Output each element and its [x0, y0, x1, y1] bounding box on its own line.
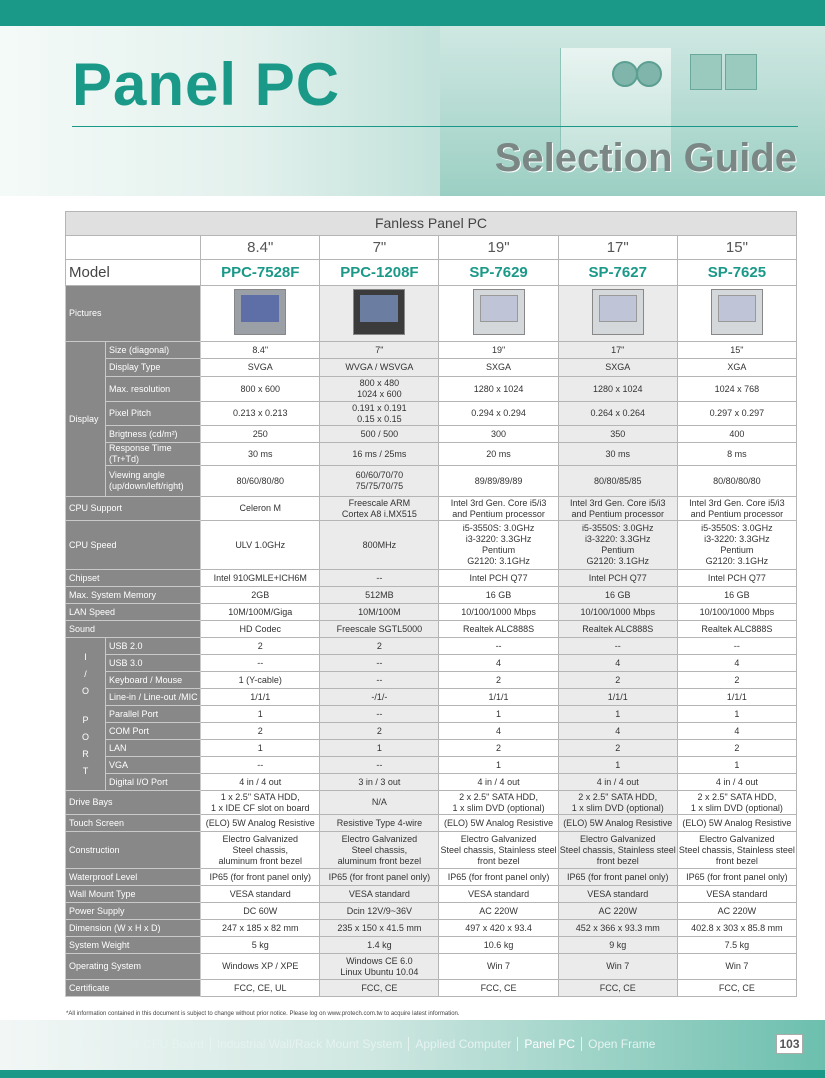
value-cell: Win 7 — [677, 954, 796, 980]
table-row — [66, 757, 797, 774]
value-cell: -- — [320, 706, 439, 723]
value-cell: -- — [320, 757, 439, 774]
value-cell: 2 — [320, 723, 439, 740]
value-cell: 0.191 x 0.191 0.15 x 0.15 — [320, 402, 439, 426]
value-cell: 2 — [677, 740, 796, 757]
table-row — [66, 443, 797, 466]
table-row — [66, 869, 797, 886]
value-cell: 10/100/1000 Mbps — [558, 604, 677, 621]
table-row — [66, 621, 797, 638]
value-cell: 400 — [677, 426, 796, 443]
value-cell: -- — [320, 570, 439, 587]
spec-table — [65, 211, 797, 997]
row-label: Viewing angle (up/down/left/right) — [106, 466, 201, 497]
value-cell: 2 x 2.5" SATA HDD, 1 x slim DVD (optional) — [439, 791, 558, 815]
value-cell: 1/1/1 — [439, 689, 558, 706]
value-cell: Intel 3rd Gen. Core i5/i3 and Pentium processor — [439, 497, 558, 521]
row-label: LAN — [106, 740, 201, 757]
value-cell: Intel PCH Q77 — [677, 570, 796, 587]
row-label: Power Supply — [66, 903, 201, 920]
value-cell: 10.6 kg — [439, 937, 558, 954]
table-row — [66, 903, 797, 920]
row-label: USB 2.0 — [106, 638, 201, 655]
value-cell: Windows XP / XPE — [201, 954, 320, 980]
row-label: Drive Bays — [66, 791, 201, 815]
value-cell: 1/1/1 — [558, 689, 677, 706]
row-label: CPU Speed — [66, 521, 201, 570]
table-row — [66, 832, 797, 869]
value-cell: -- — [320, 655, 439, 672]
table-row — [66, 497, 797, 521]
row-label: CPU Support — [66, 497, 201, 521]
value-cell: 4 — [558, 723, 677, 740]
row-label: Digital I/O Port — [106, 774, 201, 791]
io-group-letter: O — [82, 731, 90, 742]
value-cell: Intel PCH Q77 — [439, 570, 558, 587]
value-cell: 2 — [320, 638, 439, 655]
row-label: Touch Screen — [66, 815, 201, 832]
value-cell: Dcin 12V/9~36V — [320, 903, 439, 920]
row-label: COM Port — [106, 723, 201, 740]
value-cell: 80/80/85/85 — [558, 466, 677, 497]
title-divider — [72, 126, 798, 127]
table-row — [66, 920, 797, 937]
value-cell: 20 ms — [439, 443, 558, 466]
value-cell: FCC, CE, UL — [201, 980, 320, 997]
product-photo-icon — [234, 289, 286, 335]
table-row — [66, 426, 797, 443]
row-label: Parallel Port — [106, 706, 201, 723]
value-cell: 452 x 366 x 93.3 mm — [558, 920, 677, 937]
value-cell: IP65 (for front panel only) — [677, 869, 796, 886]
table-row — [66, 689, 797, 706]
value-cell: Electro Galvanized Steel chassis, aluminum front bezel — [201, 832, 320, 869]
picture-cell — [558, 286, 677, 342]
value-cell: Freescale SGTL5000 — [320, 621, 439, 638]
model-name: PPC-7528F — [201, 260, 320, 286]
value-cell: AC 220W — [558, 903, 677, 920]
table-row — [66, 377, 797, 402]
table-row — [66, 638, 797, 655]
value-cell: Intel PCH Q77 — [558, 570, 677, 587]
value-cell: 1 — [558, 706, 677, 723]
value-cell: 4 in / 4 out — [439, 774, 558, 791]
value-cell: AC 220W — [439, 903, 558, 920]
value-cell: 1 — [201, 706, 320, 723]
picture-cell — [320, 286, 439, 342]
value-cell: 1 x 2.5" SATA HDD, 1 x IDE CF slot on board — [201, 791, 320, 815]
value-cell: 1024 x 768 — [677, 377, 796, 402]
value-cell: 16 GB — [439, 587, 558, 604]
value-cell: 1.4 kg — [320, 937, 439, 954]
value-cell: -/1/- — [320, 689, 439, 706]
table-row — [66, 604, 797, 621]
value-cell: 1 — [677, 706, 796, 723]
value-cell: 1/1/1 — [201, 689, 320, 706]
value-cell: 10/100/1000 Mbps — [677, 604, 796, 621]
footer-nav — [84, 1037, 661, 1051]
value-cell: Resistive Type 4-wire — [320, 815, 439, 832]
page-number: 103 — [776, 1034, 803, 1054]
value-cell: 16 GB — [677, 587, 796, 604]
value-cell: 2 — [201, 638, 320, 655]
value-cell: VESA standard — [558, 886, 677, 903]
value-cell: 0.213 x 0.213 — [201, 402, 320, 426]
table-row — [66, 774, 797, 791]
model-name: SP-7629 — [439, 260, 558, 286]
value-cell: 4 in / 4 out — [558, 774, 677, 791]
model-label: Model — [66, 260, 201, 286]
value-cell: (ELO) 5W Analog Resistive — [558, 815, 677, 832]
value-cell: 350 — [558, 426, 677, 443]
value-cell: 4 — [677, 655, 796, 672]
value-cell: 9 kg — [558, 937, 677, 954]
table-row — [66, 672, 797, 689]
table-row — [66, 342, 797, 359]
value-cell: Intel 910GMLE+ICH6M — [201, 570, 320, 587]
value-cell: Win 7 — [439, 954, 558, 980]
value-cell: 4 — [558, 655, 677, 672]
value-cell: (ELO) 5W Analog Resistive — [201, 815, 320, 832]
value-cell: IP65 (for front panel only) — [320, 869, 439, 886]
value-cell: 30 ms — [558, 443, 677, 466]
value-cell: (ELO) 5W Analog Resistive — [439, 815, 558, 832]
row-label: Brigtness (cd/m²) — [106, 426, 201, 443]
value-cell: -- — [201, 757, 320, 774]
product-photo-icon — [473, 289, 525, 335]
table-row — [66, 815, 797, 832]
footnote: *All information contained in this document is subject to change without prior notice. Please log on www.protech.com.tw to acquire latest information. — [66, 1011, 460, 1017]
value-cell: 1280 x 1024 — [558, 377, 677, 402]
value-cell: 250 — [201, 426, 320, 443]
value-cell: i5-3550S: 3.0GHz i3-3220: 3.3GHz Pentium G2120: 3.1GHz — [558, 521, 677, 570]
table-row — [66, 466, 797, 497]
value-cell: 80/60/80/80 — [201, 466, 320, 497]
value-cell: Realtek ALC888S — [439, 621, 558, 638]
value-cell: Intel 3rd Gen. Core i5/i3 and Pentium processor — [558, 497, 677, 521]
value-cell: SVGA — [201, 359, 320, 377]
model-name: SP-7625 — [677, 260, 796, 286]
value-cell: 80/80/80/80 — [677, 466, 796, 497]
size-header: 19" — [439, 236, 558, 260]
value-cell: 247 x 185 x 82 mm — [201, 920, 320, 937]
picture-cell — [201, 286, 320, 342]
value-cell: 2GB — [201, 587, 320, 604]
row-label: Waterproof Level — [66, 869, 201, 886]
value-cell: 800 x 600 — [201, 377, 320, 402]
value-cell: 4 in / 4 out — [201, 774, 320, 791]
io-port-group-label — [66, 638, 106, 791]
value-cell: 8 ms — [677, 443, 796, 466]
value-cell: HD Codec — [201, 621, 320, 638]
value-cell: Electro Galvanized Steel chassis, aluminum front bezel — [320, 832, 439, 869]
value-cell: AC 220W — [677, 903, 796, 920]
display-group-label: Display — [66, 342, 106, 497]
row-label: Construction — [66, 832, 201, 869]
footer-nav-item[interactable]: Industrial Wall/Rack Mount System — [210, 1037, 409, 1051]
category-header: Fanless Panel PC — [66, 212, 797, 236]
value-cell: 1 — [558, 757, 677, 774]
footer-nav-item[interactable]: Industrial CPU Board — [84, 1037, 210, 1051]
value-cell: 16 ms / 25ms — [320, 443, 439, 466]
row-label: Max. System Memory — [66, 587, 201, 604]
row-label: Operating System — [66, 954, 201, 980]
io-group-letter: O — [82, 685, 90, 696]
value-cell: -- — [201, 655, 320, 672]
value-cell: 0.294 x 0.294 — [439, 402, 558, 426]
value-cell: 15" — [677, 342, 796, 359]
row-label: Display Type — [106, 359, 201, 377]
row-label: Pixel Pitch — [106, 402, 201, 426]
value-cell: Windows CE 6.0 Linux Ubuntu 10.04 — [320, 954, 439, 980]
value-cell: ULV 1.0GHz — [201, 521, 320, 570]
table-row — [66, 886, 797, 903]
table-row — [66, 286, 797, 342]
value-cell: 800MHz — [320, 521, 439, 570]
size-header: 17" — [558, 236, 677, 260]
size-header: 7" — [320, 236, 439, 260]
model-name: PPC-1208F — [320, 260, 439, 286]
value-cell: Freescale ARM Cortex A8 i.MX515 — [320, 497, 439, 521]
top-color-bar — [0, 0, 825, 26]
row-label: VGA — [106, 757, 201, 774]
table-row — [66, 260, 797, 286]
size-header: 8.4" — [201, 236, 320, 260]
table-row — [66, 791, 797, 815]
value-cell: FCC, CE — [439, 980, 558, 997]
value-cell: 2 — [439, 672, 558, 689]
value-cell: -- — [439, 638, 558, 655]
value-cell: Celeron M — [201, 497, 320, 521]
value-cell: 5 kg — [201, 937, 320, 954]
value-cell: 2 — [558, 740, 677, 757]
table-row — [66, 980, 797, 997]
value-cell: 512MB — [320, 587, 439, 604]
value-cell: 1/1/1 — [677, 689, 796, 706]
value-cell: 2 — [201, 723, 320, 740]
value-cell: IP65 (for front panel only) — [439, 869, 558, 886]
picture-cell — [677, 286, 796, 342]
table-row — [66, 236, 797, 260]
value-cell: VESA standard — [439, 886, 558, 903]
value-cell: i5-3550S: 3.0GHz i3-3220: 3.3GHz Pentium G2120: 3.1GHz — [439, 521, 558, 570]
pictures-label: Pictures — [66, 286, 201, 342]
value-cell: 7" — [320, 342, 439, 359]
footer-nav-item[interactable]: Applied Computer — [408, 1037, 517, 1051]
value-cell: 4 — [439, 655, 558, 672]
table-row — [66, 587, 797, 604]
row-label: Max. resolution — [106, 377, 201, 402]
value-cell: 10M/100M — [320, 604, 439, 621]
value-cell: 8.4" — [201, 342, 320, 359]
value-cell: 16 GB — [558, 587, 677, 604]
value-cell: 4 — [677, 723, 796, 740]
table-row — [66, 212, 797, 236]
io-group-letter: P — [82, 714, 89, 725]
row-label: Line-in / Line-out /MIC — [106, 689, 201, 706]
value-cell: -- — [677, 638, 796, 655]
value-cell: 30 ms — [201, 443, 320, 466]
value-cell: 402.8 x 303 x 85.8 mm — [677, 920, 796, 937]
io-group-letter: I — [84, 651, 87, 662]
table-row — [66, 954, 797, 980]
value-cell: i5-3550S: 3.0GHz i3-3220: 3.3GHz Pentium G2120: 3.1GHz — [677, 521, 796, 570]
value-cell: 10/100/1000 Mbps — [439, 604, 558, 621]
row-label: Response Time (Tr+Td) — [106, 443, 201, 466]
value-cell: N/A — [320, 791, 439, 815]
table-row — [66, 706, 797, 723]
table-row — [66, 570, 797, 587]
value-cell: Electro Galvanized Steel chassis, Stainless steel front bezel — [558, 832, 677, 869]
value-cell: WVGA / WSVGA — [320, 359, 439, 377]
value-cell: 1 — [677, 757, 796, 774]
table-row — [66, 655, 797, 672]
value-cell: 4 in / 4 out — [677, 774, 796, 791]
row-label: Size (diagonal) — [106, 342, 201, 359]
value-cell: 10M/100M/Giga — [201, 604, 320, 621]
value-cell: -- — [320, 672, 439, 689]
value-cell: 500 / 500 — [320, 426, 439, 443]
io-group-letter: R — [82, 748, 89, 759]
value-cell: 1 — [439, 706, 558, 723]
value-cell: FCC, CE — [558, 980, 677, 997]
value-cell: Electro Galvanized Steel chassis, Stainless steel front bezel — [439, 832, 558, 869]
row-label: Certificate — [66, 980, 201, 997]
table-row — [66, 359, 797, 377]
model-name: SP-7627 — [558, 260, 677, 286]
table-row — [66, 740, 797, 757]
value-cell: IP65 (for front panel only) — [558, 869, 677, 886]
size-header-blank — [66, 236, 201, 260]
value-cell: 7.5 kg — [677, 937, 796, 954]
product-photo-icon — [353, 289, 405, 335]
value-cell: 1280 x 1024 — [439, 377, 558, 402]
value-cell: Electro Galvanized Steel chassis, Stainless steel front bezel — [677, 832, 796, 869]
value-cell: 19" — [439, 342, 558, 359]
table-row — [66, 521, 797, 570]
value-cell: 2 — [677, 672, 796, 689]
value-cell: 4 — [439, 723, 558, 740]
row-label: System Weight — [66, 937, 201, 954]
value-cell: 0.264 x 0.264 — [558, 402, 677, 426]
value-cell: VESA standard — [320, 886, 439, 903]
value-cell: 1 — [439, 757, 558, 774]
value-cell: 497 x 420 x 93.4 — [439, 920, 558, 937]
row-label: Chipset — [66, 570, 201, 587]
value-cell: 1 — [201, 740, 320, 757]
value-cell: 17" — [558, 342, 677, 359]
value-cell: 2 x 2.5" SATA HDD, 1 x slim DVD (optional) — [677, 791, 796, 815]
value-cell: 60/60/70/70 75/75/70/75 — [320, 466, 439, 497]
value-cell: IP65 (for front panel only) — [201, 869, 320, 886]
table-row — [66, 937, 797, 954]
value-cell: SXGA — [439, 359, 558, 377]
table-row — [66, 402, 797, 426]
value-cell: Realtek ALC888S — [677, 621, 796, 638]
value-cell: 235 x 150 x 41.5 mm — [320, 920, 439, 937]
product-photo-icon — [592, 289, 644, 335]
io-group-letter: / — [84, 668, 87, 679]
value-cell: 2 — [558, 672, 677, 689]
row-label: USB 3.0 — [106, 655, 201, 672]
value-cell: DC 60W — [201, 903, 320, 920]
value-cell: 3 in / 3 out — [320, 774, 439, 791]
footer-nav-item[interactable]: Open Frame — [581, 1037, 661, 1051]
page-title: Panel PC — [72, 51, 341, 118]
value-cell: XGA — [677, 359, 796, 377]
value-cell: 300 — [439, 426, 558, 443]
table-row — [66, 723, 797, 740]
value-cell: 0.297 x 0.297 — [677, 402, 796, 426]
row-label: Dimension (W x H x D) — [66, 920, 201, 937]
row-label: LAN Speed — [66, 604, 201, 621]
value-cell: 1 — [320, 740, 439, 757]
value-cell: SXGA — [558, 359, 677, 377]
value-cell: 1 (Y-cable) — [201, 672, 320, 689]
row-label: Wall Mount Type — [66, 886, 201, 903]
size-header: 15" — [677, 236, 796, 260]
row-label: Keyboard / Mouse — [106, 672, 201, 689]
picture-cell — [439, 286, 558, 342]
value-cell: 89/89/89/89 — [439, 466, 558, 497]
value-cell: Win 7 — [558, 954, 677, 980]
value-cell: Intel 3rd Gen. Core i5/i3 and Pentium processor — [677, 497, 796, 521]
value-cell: 2 — [439, 740, 558, 757]
value-cell: Realtek ALC888S — [558, 621, 677, 638]
footer-nav-item[interactable]: Panel PC — [517, 1037, 581, 1051]
value-cell: -- — [558, 638, 677, 655]
value-cell: 800 x 480 1024 x 600 — [320, 377, 439, 402]
value-cell: VESA standard — [201, 886, 320, 903]
value-cell: FCC, CE — [677, 980, 796, 997]
value-cell: (ELO) 5W Analog Resistive — [677, 815, 796, 832]
value-cell: FCC, CE — [320, 980, 439, 997]
product-photo-icon — [711, 289, 763, 335]
value-cell: VESA standard — [677, 886, 796, 903]
value-cell: 2 x 2.5" SATA HDD, 1 x slim DVD (optional) — [558, 791, 677, 815]
io-group-letter: T — [82, 765, 89, 776]
row-label: Sound — [66, 621, 201, 638]
page-subtitle: Selection Guide — [494, 136, 797, 180]
